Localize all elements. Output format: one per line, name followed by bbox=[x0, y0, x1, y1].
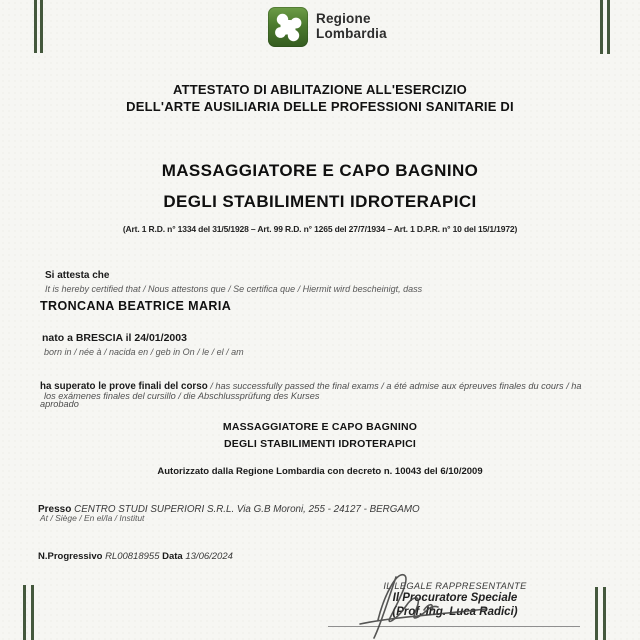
logo-wordmark-line1: Regione bbox=[316, 11, 371, 26]
institute-label: Presso bbox=[38, 504, 75, 515]
corner-mark-top-left-1 bbox=[34, 0, 37, 53]
signatory-role: IL LEGALE RAPPRESENTANTE bbox=[383, 581, 527, 591]
exam-line-2: los exámenes finales del cursillo / die Abschlussprüfung des Kurses bbox=[44, 391, 320, 401]
corner-mark-bottom-left-2 bbox=[31, 585, 34, 640]
registry-line bbox=[38, 546, 233, 564]
institute-translations: At / Siège / En el/la / Institut bbox=[40, 513, 145, 523]
corner-mark-bottom-right-1 bbox=[595, 587, 598, 640]
course-name-line1: MASSAGGIATORE E CAPO BAGNINO bbox=[222, 421, 418, 433]
corner-mark-top-left-2 bbox=[40, 0, 43, 53]
logo-wordmark bbox=[316, 11, 387, 41]
attest-intro-translations: It is hereby certified that / Nous attestons que / Se certifica que / Hiermit wird bescheinigt, dass bbox=[45, 284, 423, 294]
registry-number-value: RL00818955 bbox=[105, 551, 160, 562]
corner-mark-top-right-1 bbox=[600, 0, 603, 54]
registry-number-label: N.Progressivo bbox=[38, 551, 106, 562]
handwritten-signature bbox=[348, 566, 498, 640]
person-name: TRONCANA BEATRICE MARIA bbox=[40, 299, 232, 313]
authorization-decree: Autorizzato dalla Regione Lombardia con decreto n. 10043 del 6/10/2009 bbox=[157, 466, 483, 477]
exam-statement-it: ha superato le prove finali del corso bbox=[40, 381, 208, 392]
attestation-header-line1: ATTESTATO DI ABILITAZIONE ALL'ESERCIZIO bbox=[173, 82, 467, 97]
rosa-camuna-icon bbox=[268, 7, 308, 47]
signatory-title: Il Procuratore Speciale bbox=[392, 592, 518, 604]
corner-mark-bottom-right-2 bbox=[603, 587, 606, 640]
attest-intro-it: Si attesta che bbox=[45, 270, 110, 281]
exam-statement-translations-1: / has successfully passed the final exams / a été admise aux épreuves finales du cours / ha aprobado bbox=[40, 381, 582, 409]
logo-wordmark-line2: Lombardia bbox=[316, 26, 387, 41]
registry-date-value: 13/06/2024 bbox=[185, 551, 233, 562]
attestation-header-line2: DELL'ARTE AUSILIARIA DELLE PROFESSIONI SANITARIE DI bbox=[126, 99, 514, 114]
course-name-line2: DEGLI STABILIMENTI IDROTERAPICI bbox=[223, 438, 417, 450]
corner-mark-top-right-2 bbox=[607, 0, 610, 54]
birth-line-translations: born in / née à / nacida en / geb in On / le / el / am bbox=[44, 347, 244, 357]
regione-lombardia-logo bbox=[268, 7, 387, 47]
signatory-name: (Prof. Ing. Luca Radici) bbox=[392, 606, 518, 618]
qualification-title-line1: MASSAGGIATORE E CAPO BAGNINO bbox=[161, 161, 479, 180]
institute-value: CENTRO STUDI SUPERIORI S.R.L. Via G.B Moroni, 255 - 24127 - BERGAMO bbox=[74, 504, 420, 515]
corner-mark-bottom-left-1 bbox=[23, 585, 26, 640]
qualification-title-line2: DEGLI STABILIMENTI IDROTERAPICI bbox=[163, 192, 477, 211]
birth-line-it: nato a BRESCIA il 24/01/2003 bbox=[42, 332, 187, 344]
registry-date-label: Data bbox=[159, 551, 186, 562]
law-reference: (Art. 1 R.D. n° 1334 del 31/5/1928 – Art. 99 R.D. n° 1265 del 27/7/1934 – Art. 1 D.P.R. n° 10 del 15/1/1972) bbox=[122, 224, 518, 234]
